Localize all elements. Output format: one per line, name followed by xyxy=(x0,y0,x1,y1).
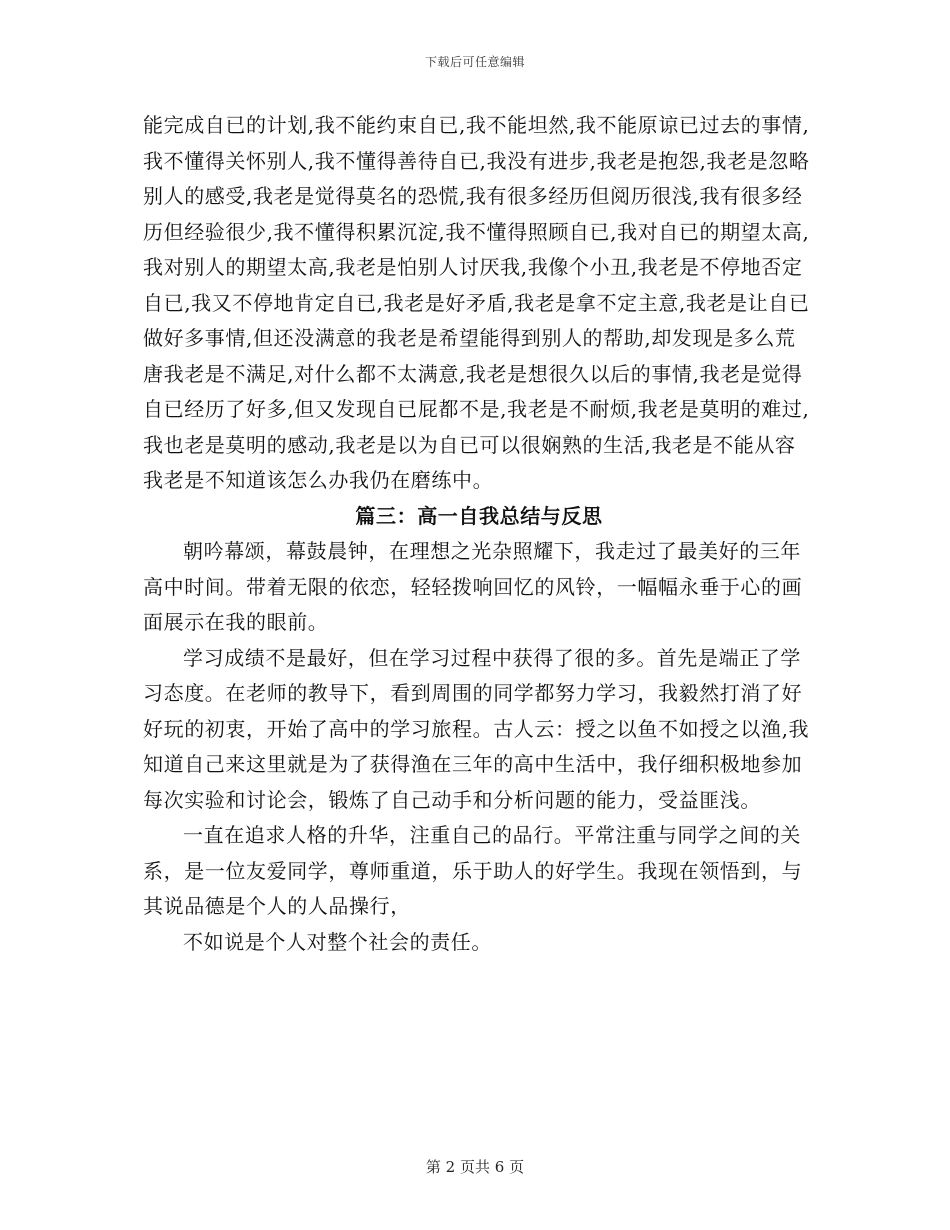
paragraph-character: 一直在追求人格的升华，注重自己的品行。平常注重与同学之间的关系，是一位友爱同学，尊师重道，乐于助人的好学生。我现在领悟到，与其说品德是个人的人品操行， xyxy=(143,823,803,918)
paragraph-intro: 朝吟幕颂，幕鼓晨钟，在理想之光杂照耀下，我走过了最美好的三年高中时间。带着无限的依恋，轻轻拨响回忆的风铃，一幅幅永垂于心的画面展示在我的眼前。 xyxy=(143,539,803,634)
page-footer: 第 2 页共 6 页 xyxy=(425,1158,525,1176)
section-heading: 篇三：高一自我总结与反思 xyxy=(355,503,603,528)
page-header: 下载后可任意编辑 xyxy=(424,55,525,69)
paragraph-responsibility: 不如说是个人对整个社会的责任。 xyxy=(183,929,492,954)
paragraph-continued: 能完成自已的计划,我不能约束自已,我不能坦然,我不能原谅已过去的事情,我不懂得关怀别人,我不懂得善待自已,我没有进步,我老是抱怨,我老是忽略别人的感受,我老是觉得莫名的恐慌,我有很多经历但阅历很浅,我有很多经历但经验很少,我不懂得积累沉淀,我不懂得照顾自已,我对自已的期望太高,我对别人的期望太高,我老是怕别人讨厌我,我像个小丑,我老是不停地否定自已,我又不停地肯定自已,我老是好矛盾,我老是拿不定主意,我老是让自已做好多事情,但还没满意的我老是希望能得到别人的帮助,却发现是多么荒唐我老是不满足,对什么都不太满意,我老是想很久以后的事情,我老是觉得自已经历了好多,但又发现自已屁都不是,我老是不耐烦,我老是莫明的难过,我也老是莫明的感动,我老是以为自已可以很娴熟的生活,我老是不能从容我老是不知道该怎么办我仍在磨练中。 xyxy=(143,113,810,492)
document-body xyxy=(143,108,815,960)
paragraph-study: 学习成绩不是最好，但在学习过程中获得了很的多。首先是端正了学习态度。在老师的教导下，看到周围的同学都努力学习，我毅然打消了好好玩的初衷，开始了高中的学习旅程。古人云：授之以鱼不如授之以渔,我知道自己来这里就是为了获得渔在三年的高中生活中，我仔细积极地参加每次实验和讨论会，锻炼了自己动手和分析问题的能力，受益匪浅。 xyxy=(143,645,810,812)
